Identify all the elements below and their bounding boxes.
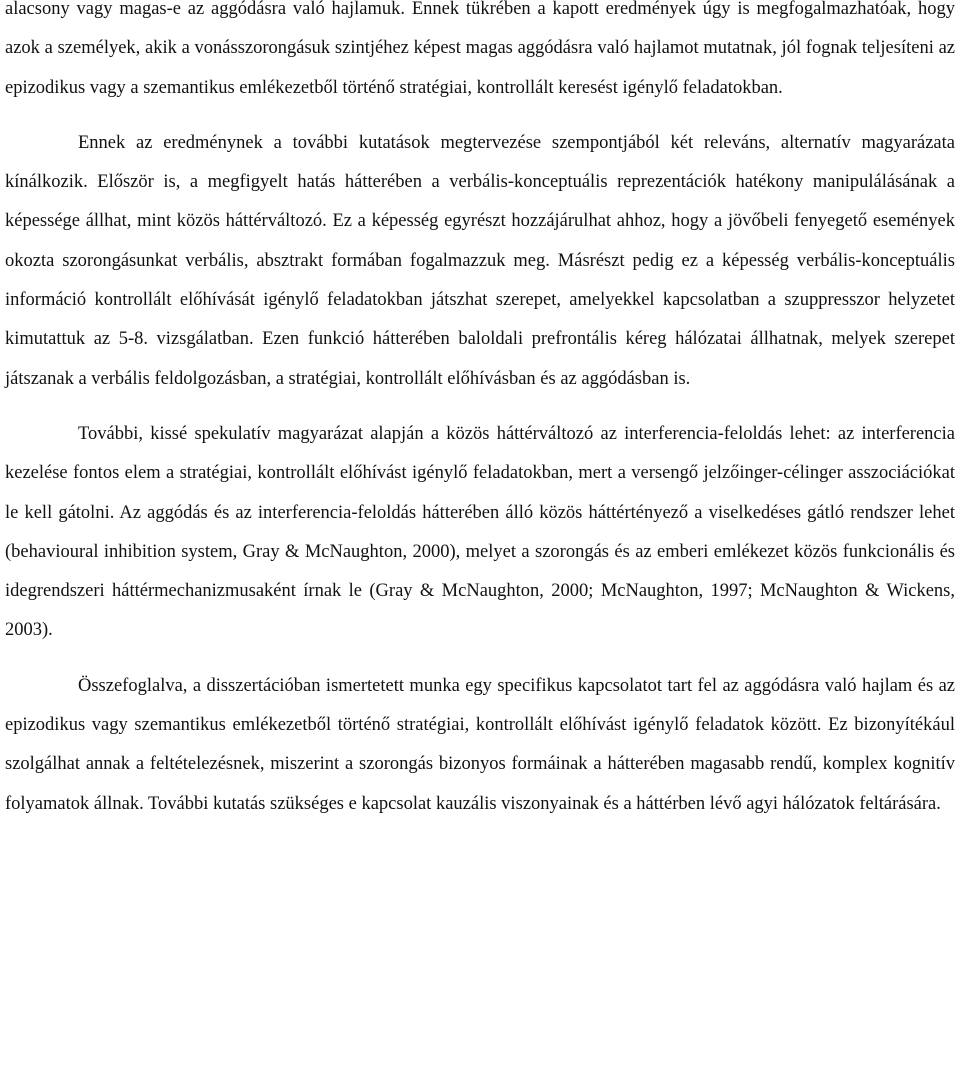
paragraph-gap (5, 399, 955, 415)
paragraph-4: Összefoglalva, a disszertációban ismertetett munka egy specifikus kapcsolatot tart fel az aggódásra való hajlam és az epizodikus vagy szemantikus emlékezetből történő stratégiai, kontrollált előhívást igénylő feladatok között. Ez bizonyítékául szolgálhat annak a feltételezésnek, miszerint a szorongás bizonyos formáinak a hátterében magasabb rendű, komplex kognitív folyamatok állnak. További kutatás szükséges e kapcsolat kauzális viszonyainak és a háttérben lévő agyi hálózatok feltárására. (5, 675, 955, 814)
paragraph-1: alacsony vagy magas-e az aggódásra való hajlamuk. Ennek tükrében a kapott eredmények úgy is megfogalmazhatóak, hogy azok a személyek, akik a vonásszorongásuk szintjéhez képest magas aggódásra való hajlamot mutatnak, jól fognak teljesíteni az epizodikus vagy a szemantikus emlékezetből történő stratégiai, kontrollált keresést igénylő feladatokban. (5, 0, 955, 98)
paragraph-gap (5, 108, 955, 124)
document-page (5, 0, 955, 824)
paragraph-3: További, kissé spekulatív magyarázat alapján a közös háttérváltozó az interferencia-feloldás lehet: az interferencia kezelése fontos elem a stratégiai, kontrollált előhívást igénylő feladatokban, mert a versengő jelzőinger-célinger asszociációkat le kell gátolni. Az aggódás és az interferencia-feloldás hátterében álló közös háttértényező a viselkedéses gátló rendszer lehet (behavioural inhibition system, Gray & McNaughton, 2000), melyet a szorongás és az emberi emlékezet közös funkcionális és idegrendszeri háttérmechanizmusaként írnak le (Gray & McNaughton, 2000; McNaughton, 1997; McNaughton & Wickens, 2003). (5, 423, 955, 641)
paragraph-2: Ennek az eredménynek a további kutatások megtervezése szempontjából két releváns, alternatív magyarázata kínálkozik. Először is, a megfigyelt hatás hátterében a verbális-konceptuális reprezentációk hatékony manipulálásának a képessége állhat, mint közös háttérváltozó. Ez a képesség egyrészt hozzájárulhat ahhoz, hogy a jövőbeli fenyegető események okozta szorongásunkat verbális, absztrakt formában fogalmazzuk meg. Másrészt pedig ez a képesség verbális-konceptuális információ kontrollált előhívását igénylő feladatokban játszhat szerepet, amelyekkel kapcsolatban a szuppresszor helyzetet kimutattuk az 5-8. vizsgálatban. Ezen funkció hátterében baloldali prefrontális kéreg hálózatai állhatnak, melyek szerepet játszanak a verbális feldolgozásban, a stratégiai, kontrollált előhívásban és az aggódásban is. (5, 132, 955, 389)
paragraph-gap (5, 651, 955, 667)
